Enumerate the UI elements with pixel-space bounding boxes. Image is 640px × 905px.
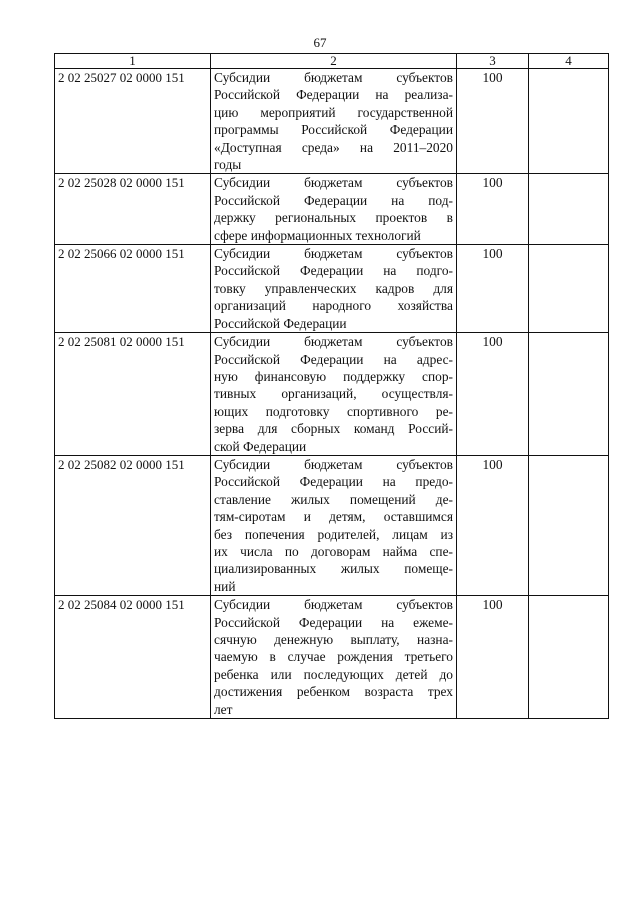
description-line: товку управленческих кадров для (214, 280, 453, 296)
description-line: цию мероприятий государственной (214, 104, 453, 120)
value-cell: 100 (457, 596, 529, 719)
description-line: ской Федерации (214, 438, 307, 454)
description-line: программы Российской Федерации (214, 122, 453, 138)
budget-code-cell: 2 02 25084 02 0000 151 (55, 596, 211, 719)
description-cell (211, 455, 457, 595)
description-line: Российской Федерации на ежеме- (214, 614, 453, 630)
description-cell (211, 596, 457, 719)
column-4-cell (529, 333, 609, 456)
description-line: Российской Федерации на реализа- (214, 87, 453, 103)
description-line: «Доступная среда» на 2011–2020 (214, 139, 453, 155)
description-line: ребенка или последующих детей до (214, 666, 453, 682)
table-row (55, 455, 609, 595)
description-line: годы (214, 157, 242, 173)
description-line: циализированных жилых помеще- (214, 561, 453, 577)
description-line: организаций народного хозяйства (214, 298, 453, 314)
budget-code-cell: 2 02 25082 02 0000 151 (55, 455, 211, 595)
description-line: тивных организаций, осуществля- (214, 386, 453, 402)
description-line: Российской Федерации на подго- (214, 263, 453, 279)
description-line: Субсидии бюджетам субъектов (214, 456, 453, 472)
column-4-cell (529, 455, 609, 595)
value-cell: 100 (457, 69, 529, 174)
column-4-cell (529, 174, 609, 245)
description-cell (211, 333, 457, 456)
column-header-2: 2 (211, 54, 457, 69)
description-line: Субсидии бюджетам субъектов (214, 70, 453, 85)
table-row (55, 69, 609, 174)
description-line: ную финансовую поддержку спор- (214, 368, 453, 384)
budget-code-cell: 2 02 25027 02 0000 151 (55, 69, 211, 174)
description-line: сфере информационных технологий (214, 227, 421, 243)
column-4-cell (529, 596, 609, 719)
table-row (55, 333, 609, 456)
description-cell (211, 69, 457, 174)
description-line: тям-сиротам и детям, оставшимся (214, 509, 453, 525)
description-line: Субсидии бюджетам субъектов (214, 246, 453, 262)
value-cell: 100 (457, 245, 529, 333)
column-4-cell (529, 245, 609, 333)
description-line: зерва для сборных команд Россий- (214, 421, 453, 437)
column-header-1: 1 (55, 54, 211, 69)
page-number: 67 (313, 35, 327, 50)
description-cell (211, 174, 457, 245)
description-line: Российской Федерации на под- (214, 192, 453, 208)
value-cell: 100 (457, 333, 529, 456)
description-line: держку региональных проектов в (214, 210, 453, 226)
column-header-4: 4 (529, 54, 609, 69)
column-header-3: 3 (457, 54, 529, 69)
description-line: их числа по договорам найма спе- (214, 543, 453, 559)
table-row (55, 596, 609, 719)
description-line: достижения ребенком возраста трех (214, 684, 453, 700)
description-line: Российской Федерации (214, 315, 347, 331)
description-line: Российской Федерации на адрес- (214, 351, 453, 367)
table-header-row (55, 54, 609, 69)
description-line: Субсидии бюджетам субъектов (214, 175, 453, 191)
column-4-cell (529, 69, 609, 174)
description-line: лет (214, 701, 233, 717)
value-cell: 100 (457, 455, 529, 595)
description-line: ющих подготовку спортивного ре- (214, 403, 453, 419)
budget-code-cell: 2 02 25081 02 0000 151 (55, 333, 211, 456)
description-line: Субсидии бюджетам субъектов (214, 597, 453, 613)
budget-code-cell: 2 02 25066 02 0000 151 (55, 245, 211, 333)
value-cell: 100 (457, 174, 529, 245)
budget-codes-table (54, 53, 609, 719)
description-line: ставление жилых помещений де- (214, 491, 453, 507)
table-body (55, 69, 609, 719)
budget-code-cell: 2 02 25028 02 0000 151 (55, 174, 211, 245)
description-line: Российской Федерации на предо- (214, 474, 453, 490)
table-row (55, 245, 609, 333)
table-row (55, 174, 609, 245)
description-line: ний (214, 578, 236, 594)
description-cell (211, 245, 457, 333)
description-line: чаемую в случае рождения третьего (214, 649, 453, 665)
description-line: Субсидии бюджетам субъектов (214, 334, 453, 350)
description-line: сячную денежную выплату, назна- (214, 632, 453, 647)
description-line: без попечения родителей, лицам из (214, 526, 453, 542)
